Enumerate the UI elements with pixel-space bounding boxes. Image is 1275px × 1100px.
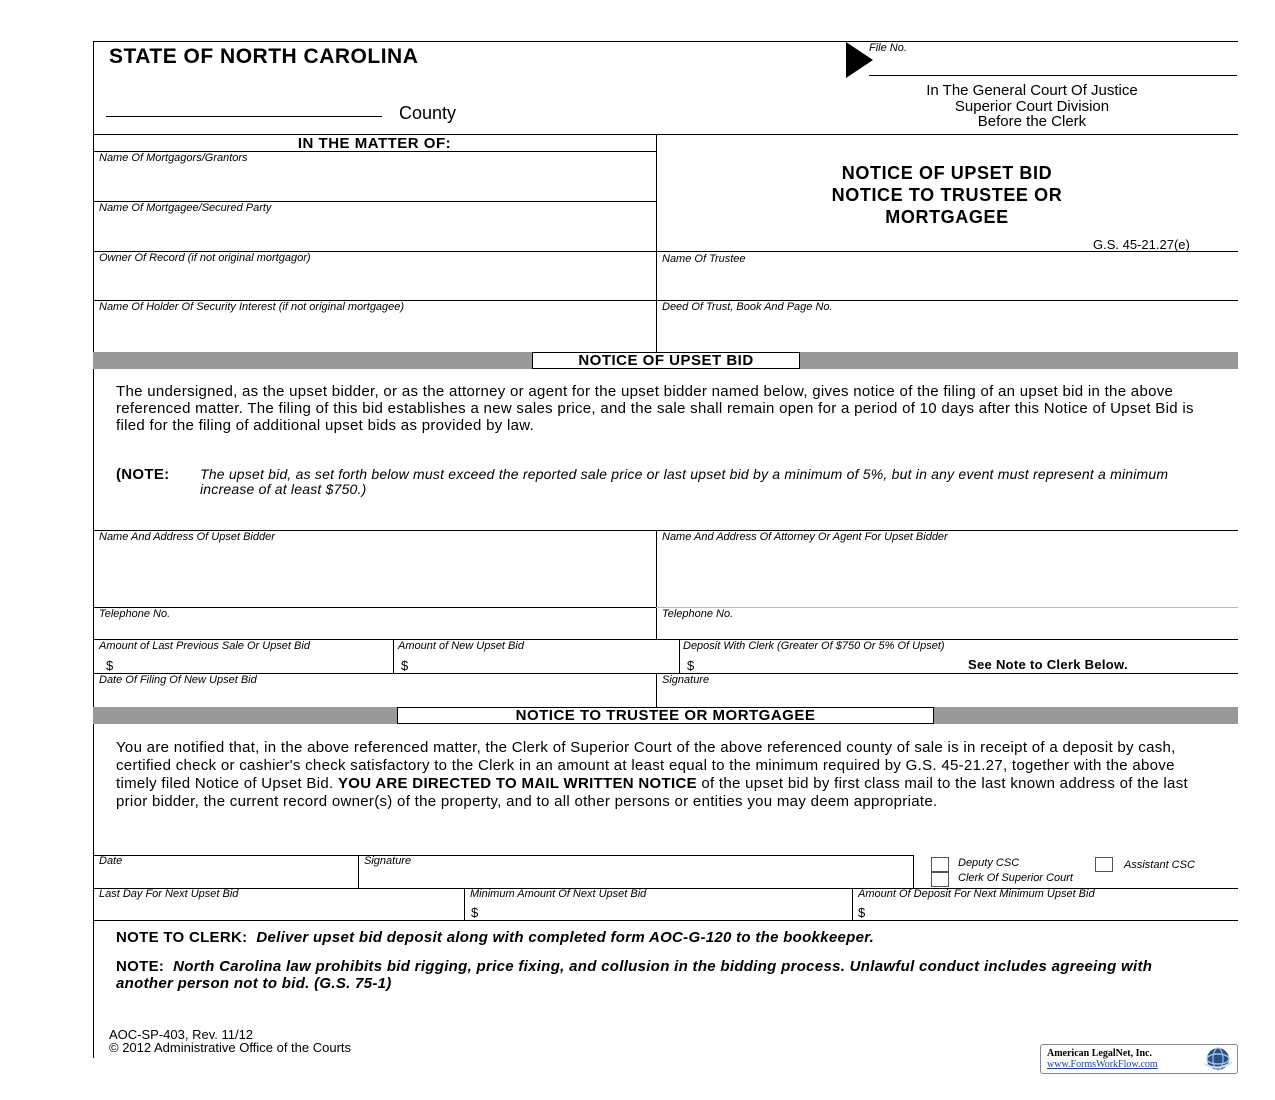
clerk-divider-2	[913, 855, 914, 888]
form-number: AOC-SP-403, Rev. 11/12	[109, 1027, 254, 1042]
deed-label: Deed Of Trust, Book And Page No.	[662, 301, 833, 313]
brand-name: American LegalNet, Inc.	[1047, 1048, 1152, 1059]
date-filing-input[interactable]	[94, 687, 655, 705]
last-sale-label: Amount of Last Previous Sale Or Upset Bid	[99, 640, 310, 652]
bidder-signature-label: Signature	[662, 674, 710, 686]
matter-heading: IN THE MATTER OF:	[297, 135, 452, 152]
clerk-date-label: Date	[99, 855, 123, 867]
brand-globe-icon	[1201, 1046, 1235, 1072]
clerk-superior-checkbox[interactable]	[931, 872, 949, 887]
law-note	[116, 958, 1206, 992]
statute-ref: G.S. 45-21.27(e)	[1093, 237, 1190, 252]
law-note-label: NOTE:	[116, 958, 165, 975]
upset-note-text: The upset bid, as set forth below must exceed the reported sale price or last upset bid by a minimum of 5%, but in any event must represent a minimum increase of at least $750.)	[200, 466, 1169, 497]
see-note-text: See Note to Clerk Below.	[968, 657, 1128, 672]
mortgagors-input[interactable]	[94, 165, 655, 200]
form-title-line-3: MORTGAGEE	[885, 207, 1009, 227]
clerk-date-input[interactable]	[94, 868, 356, 886]
deposit-currency: $	[687, 658, 695, 673]
deposit-next-label: Amount Of Deposit For Next Minimum Upset Bid	[858, 888, 1095, 900]
clerk-signature-label: Signature	[364, 855, 412, 867]
court-line-2: Superior Court Division	[954, 98, 1110, 115]
top-border	[93, 41, 1238, 42]
file-no-label: File No.	[869, 42, 907, 54]
assistant-csc-checkbox[interactable]	[1095, 857, 1113, 872]
new-bid-currency: $	[401, 658, 409, 673]
min-amount-currency: $	[471, 905, 479, 920]
telephone-input[interactable]	[94, 621, 655, 638]
last-sale-currency: $	[106, 658, 114, 673]
form-title-line-2: NOTICE TO TRUSTEE OR	[831, 185, 1063, 205]
line-clerk-top	[93, 855, 914, 856]
trustee-heading: NOTICE TO TRUSTEE OR MORTGAGEE	[397, 707, 934, 724]
clerk-signature-input[interactable]	[359, 868, 911, 886]
trustee-body	[116, 739, 1216, 811]
new-bid-label: Amount of New Upset Bid	[398, 640, 524, 652]
amount-divider-2	[679, 639, 680, 673]
last-sale-input[interactable]	[118, 655, 390, 672]
form-title-line-1: NOTICE OF UPSET BID	[841, 163, 1053, 183]
line-bidder-tel-right	[656, 607, 1238, 608]
court-line-3: Before the Clerk	[977, 113, 1087, 130]
owner-label: Owner Of Record (if not original mortgagor)	[99, 252, 311, 264]
assistant-csc-label: Assistant CSC	[1124, 859, 1195, 871]
deposit-input[interactable]	[699, 655, 959, 672]
bidder-signature-input[interactable]	[657, 687, 1237, 705]
trustee-body-a: You are notified that, in the above referenced matter, the Clerk of Superior Court of the above referenced county of sale is in receipt of a deposit by cash, certified check or cashier's check satisfactory to the Clerk in an amount at least equal to the minimum required by G.S. 45-21.27, together with the above timely filed Notice of Upset Bid.	[116, 739, 1176, 792]
county-input[interactable]	[106, 98, 382, 117]
new-bid-input[interactable]	[413, 655, 675, 672]
trustee-label: Name Of Trustee	[662, 253, 746, 265]
line-next-bid-bottom	[93, 920, 1238, 921]
court-line-1: In The General Court Of Justice	[926, 82, 1138, 99]
upset-body: The undersigned, as the upset bidder, or as the attorney or agent for the upset bidder named below, gives notice of the filing of an upset bid in the above referenced matter. The filing of this bid establishes a new sales price, and the sale shall remain open for a period of 10 days after this Notice of Upset Bid is filed for the filing of additional upset bids as provided by law.	[116, 383, 1194, 434]
clerk-superior-label: Clerk Of Superior Court	[958, 872, 1073, 884]
deputy-csc-checkbox[interactable]	[931, 857, 949, 872]
note-to-clerk-label: NOTE TO CLERK:	[116, 929, 248, 946]
date-filing-label: Date Of Filing Of New Upset Bid	[99, 674, 257, 686]
attorney-label: Name And Address Of Attorney Or Agent For Upset Bidder	[662, 531, 948, 543]
holder-label: Name Of Holder Of Security Interest (if not original mortgagee)	[99, 301, 405, 313]
last-day-label: Last Day For Next Upset Bid	[99, 888, 239, 900]
file-no-input[interactable]	[869, 55, 1237, 76]
deposit-next-input[interactable]	[870, 901, 1236, 919]
state-title: STATE OF NORTH CAROLINA	[109, 45, 419, 68]
county-label: County	[399, 103, 457, 123]
attorney-input[interactable]	[657, 544, 1237, 606]
brand-url[interactable]: www.FormsWorkFlow.com	[1047, 1059, 1158, 1070]
next-bid-divider-2	[852, 888, 853, 921]
owner-input[interactable]	[94, 265, 655, 299]
attorney-telephone-input[interactable]	[657, 621, 1237, 638]
amount-divider-1	[393, 639, 394, 673]
holder-input[interactable]	[94, 314, 655, 350]
min-amount-input[interactable]	[483, 901, 849, 919]
law-note-text: North Carolina law prohibits bid rigging, price fixing, and collusion in the bidding process. Unlawful conduct includes agreeing with another person not to bid. (G.S. 75-1)	[116, 958, 1153, 992]
deposit-label: Deposit With Clerk (Greater Of $750 Or 5% Of Upset)	[683, 640, 945, 652]
bidder-name-input[interactable]	[94, 544, 655, 606]
line-bidder-tel-left	[93, 607, 656, 608]
copyright: © 2012 Administrative Office of the Courts	[109, 1040, 352, 1055]
next-bid-divider-1	[464, 888, 465, 921]
mortgagee-label: Name Of Mortgagee/Secured Party	[99, 202, 272, 214]
brand-box[interactable]	[1040, 1044, 1238, 1074]
deputy-csc-label: Deputy CSC	[958, 857, 1020, 869]
attorney-telephone-label: Telephone No.	[662, 608, 734, 620]
bidder-name-label: Name And Address Of Upset Bidder	[99, 531, 275, 543]
deed-input[interactable]	[657, 314, 1237, 350]
trustee-body-b: of the upset bid by first class mail to the last known address of the last prior bidder, the current record owner(s) of the property, and to all other persons or entities you may deem appropriate.	[116, 775, 1188, 810]
mortgagee-input[interactable]	[94, 215, 655, 250]
note-to-clerk-text: Deliver upset bid deposit along with completed form AOC-G-120 to the bookkeeper.	[256, 929, 875, 946]
trustee-input[interactable]	[657, 266, 1237, 299]
upset-note-label: (NOTE:	[116, 466, 170, 483]
deposit-next-currency: $	[858, 905, 866, 920]
upset-heading: NOTICE OF UPSET BID	[532, 352, 800, 369]
mortgagors-label: Name Of Mortgagors/Grantors	[99, 152, 248, 164]
telephone-label: Telephone No.	[99, 608, 171, 620]
last-day-input[interactable]	[94, 901, 462, 919]
note-to-clerk	[116, 929, 874, 946]
trustee-body-bold: YOU ARE DIRECTED TO MAIL WRITTEN NOTICE	[337, 775, 697, 792]
min-amount-label: Minimum Amount Of Next Upset Bid	[470, 888, 647, 900]
